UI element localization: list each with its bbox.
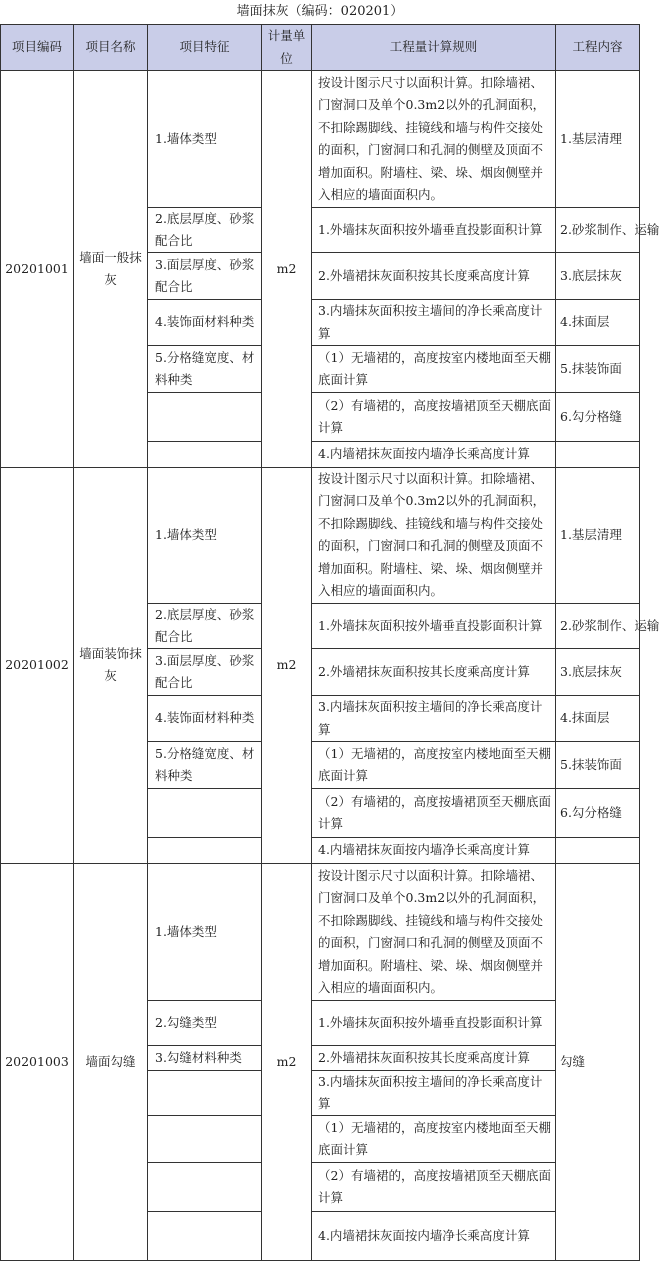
feature-row-text: 3.面层厚度、砂浆配合比 (155, 256, 255, 294)
rule-row (312, 208, 556, 253)
unit-text: m2 (276, 656, 297, 672)
work-content (556, 864, 640, 1261)
unit (262, 864, 312, 1261)
rule-row-text: 2.外墙裙抹灰面积按其长度乘高度计算 (318, 267, 530, 283)
feature-row (148, 1163, 262, 1212)
rule-row-text: 1.外墙抹灰面积按外墙垂直投影面积计算 (318, 617, 543, 633)
rule-row (312, 1071, 556, 1116)
rule-row-text: 1.外墙抹灰面积按外墙垂直投影面积计算 (318, 1014, 543, 1030)
feature-row-text: 5.分格缝宽度、材料种类 (155, 349, 255, 387)
quantity-table (0, 24, 659, 1243)
work-content (556, 71, 640, 208)
rule-row (312, 604, 556, 649)
rule-row-text: 按设计图示尺寸以面积计算。扣除墙裙、门窗洞口及单个0.3m2以外的孔洞面积，不扣除踢脚线、挂镜线和墙与构件交接处的面积，门窗洞口和孔洞的侧壁及顶面不增加面积。附墙柱、梁、垛、烟囱侧壁并入相应的墙面面积内。 (318, 74, 546, 202)
item-name (74, 71, 148, 468)
rule-row-text: 4.内墙裙抹灰面按内墙净长乘高度计算 (318, 446, 530, 462)
work-content (556, 649, 640, 696)
item-name-text: 墙面装饰抹灰 (79, 645, 142, 683)
rule-row-text: （1）无墙裙的，高度按室内楼地面至天棚底面计算 (318, 349, 551, 387)
rule-row-text: 4.内墙裙抹灰面按内墙净长乘高度计算 (318, 842, 530, 858)
rule-row (312, 864, 556, 1001)
unit-text: m2 (276, 1053, 297, 1069)
header-unit-text: 计量单位 (267, 28, 306, 66)
work-content (556, 393, 640, 442)
feature-row-text: 5.分格缝宽度、材料种类 (155, 745, 255, 783)
header-name (74, 24, 148, 71)
work-content (556, 742, 640, 789)
work-content-text: 勾缝 (560, 1053, 586, 1069)
rule-row-text: 2.外墙裙抹灰面积按其长度乘高度计算 (318, 1049, 530, 1065)
item-code (0, 71, 74, 468)
item-code-text: 20201003 (5, 1053, 69, 1069)
feature-row-text: 2.底层厚度、砂浆配合比 (155, 210, 255, 248)
rule-row-text: （2）有墙裙的，高度按墙裙顶至天棚底面计算 (318, 1167, 551, 1205)
work-content-text: 6.勾分格缝 (560, 408, 622, 424)
header-work (556, 24, 640, 71)
work-content-text: 1.基层清理 (560, 526, 622, 542)
unit (262, 467, 312, 864)
feature-row-text: 2.勾缝类型 (155, 1014, 217, 1030)
rule-row-text: 3.内墙抹灰面积按主墙间的净长乘高度计算 (318, 303, 543, 341)
rule-row-text: 按设计图示尺寸以面积计算。扣除墙裙、门窗洞口及单个0.3m2以外的孔洞面积，不扣除踢脚线、挂镜线和墙与构件交接处的面积，门窗洞口和孔洞的侧壁及顶面不增加面积。附墙柱、梁、垛、烟囱侧壁并入相应的墙面面积内。 (318, 867, 546, 995)
feature-row-text: 2.底层厚度、砂浆配合比 (155, 606, 255, 644)
rule-row-text: 3.内墙抹灰面积按主墙间的净长乘高度计算 (318, 1073, 543, 1111)
work-content (556, 253, 640, 300)
rule-row-text: （2）有墙裙的，高度按墙裙顶至天棚底面计算 (318, 397, 551, 435)
unit-text: m2 (276, 260, 297, 276)
rule-row (312, 1001, 556, 1046)
feature-row (148, 393, 262, 442)
rule-row (312, 789, 556, 838)
item-name (74, 864, 148, 1261)
feature-row-text: 4.装饰面材料种类 (155, 314, 255, 330)
work-content (556, 346, 640, 393)
feature-row (148, 300, 262, 346)
work-content-text: 5.抹装饰面 (560, 756, 622, 772)
rule-row (312, 442, 556, 468)
work-content-text: 4.抹面层 (560, 314, 610, 330)
work-content-text: 6.勾分格缝 (560, 804, 622, 820)
work-content (556, 208, 659, 253)
rule-row (312, 346, 556, 393)
item-name-text: 墙面勾缝 (85, 1053, 136, 1069)
work-content-text: 2.砂浆制作、运输 (560, 221, 659, 237)
work-content (556, 467, 640, 604)
rule-row (312, 300, 556, 346)
rule-row-text: （2）有墙裙的，高度按墙裙顶至天棚底面计算 (318, 793, 551, 831)
rule-row-text: 3.内墙抹灰面积按主墙间的净长乘高度计算 (318, 699, 543, 737)
feature-row-text: 3.面层厚度、砂浆配合比 (155, 652, 255, 690)
rule-row (312, 742, 556, 789)
rule-row (312, 1046, 556, 1071)
rule-row (312, 696, 556, 742)
rule-row (312, 838, 556, 864)
item-code-text: 20201001 (5, 260, 69, 276)
rule-row-text: 2.外墙裙抹灰面积按其长度乘高度计算 (318, 663, 530, 679)
header-name-text: 项目名称 (85, 39, 136, 55)
rule-row-text: 1.外墙抹灰面积按外墙垂直投影面积计算 (318, 221, 543, 237)
header-features (148, 24, 262, 71)
work-content (556, 442, 640, 468)
feature-row (148, 838, 262, 864)
header-work-text: 工程内容 (572, 39, 623, 55)
feature-row (148, 649, 262, 696)
feature-row (148, 467, 262, 604)
work-content-text: 4.抹面层 (560, 710, 610, 726)
rule-row-text: 4.内墙裙抹灰面按内墙净长乘高度计算 (318, 1227, 530, 1243)
work-content (556, 300, 640, 346)
rule-row (312, 1116, 556, 1163)
work-content-text: 2.砂浆制作、运输 (560, 617, 659, 633)
rule-row-text: （1）无墙裙的，高度按室内楼地面至天棚底面计算 (318, 1119, 551, 1157)
rule-row (312, 1163, 556, 1212)
feature-row-text: 1.墙体类型 (155, 130, 217, 146)
feature-row-text: 1.墙体类型 (155, 526, 217, 542)
item-code (0, 467, 74, 864)
table-title: 墙面抹灰（编码：020201） (236, 4, 404, 19)
rule-row-text: （1）无墙裙的，高度按室内楼地面至天棚底面计算 (318, 745, 551, 783)
feature-row-text: 4.装饰面材料种类 (155, 710, 255, 726)
work-content-text: 3.底层抹灰 (560, 267, 622, 283)
feature-row (148, 742, 262, 789)
rule-row (312, 649, 556, 696)
work-content-text: 5.抹装饰面 (560, 360, 622, 376)
header-rules (312, 24, 556, 71)
work-content (556, 838, 640, 864)
header-code-text: 项目编码 (11, 39, 62, 55)
feature-row (148, 346, 262, 393)
item-code-text: 20201002 (5, 656, 69, 672)
rule-row (312, 253, 556, 300)
header-unit (262, 24, 312, 71)
work-content-text: 1.基层清理 (560, 130, 622, 146)
rule-row (312, 393, 556, 442)
rule-row-text: 按设计图示尺寸以面积计算。扣除墙裙、门窗洞口及单个0.3m2以外的孔洞面积，不扣除踢脚线、挂镜线和墙与构件交接处的面积，门窗洞口和孔洞的侧壁及顶面不增加面积。附墙柱、梁、垛、烟囱侧壁并入相应的墙面面积内。 (318, 470, 546, 598)
rule-row (312, 467, 556, 604)
header-code (0, 24, 74, 71)
feature-row (148, 71, 262, 208)
header-rules-text: 工程量计算规则 (389, 39, 478, 55)
item-code (0, 864, 74, 1261)
work-content (556, 696, 640, 742)
feature-row (148, 696, 262, 742)
feature-row (148, 208, 262, 253)
work-content-text: 3.底层抹灰 (560, 663, 622, 679)
item-name-text: 墙面一般抹灰 (79, 249, 142, 287)
unit (262, 71, 312, 468)
feature-row-text: 3.勾缝材料种类 (155, 1049, 242, 1065)
feature-row (148, 442, 262, 468)
feature-row (148, 253, 262, 300)
work-content (556, 789, 640, 838)
feature-row (148, 604, 262, 649)
feature-row (148, 1212, 262, 1261)
feature-row (148, 1071, 262, 1116)
feature-row (148, 864, 262, 1001)
rule-row (312, 1212, 556, 1261)
rule-row (312, 71, 556, 208)
feature-row (148, 1046, 262, 1071)
item-name (74, 467, 148, 864)
feature-row (148, 789, 262, 838)
feature-row (148, 1001, 262, 1046)
feature-row-text: 1.墙体类型 (155, 923, 217, 939)
header-features-text: 项目特征 (179, 39, 230, 55)
feature-row (148, 1116, 262, 1163)
work-content (556, 604, 659, 649)
